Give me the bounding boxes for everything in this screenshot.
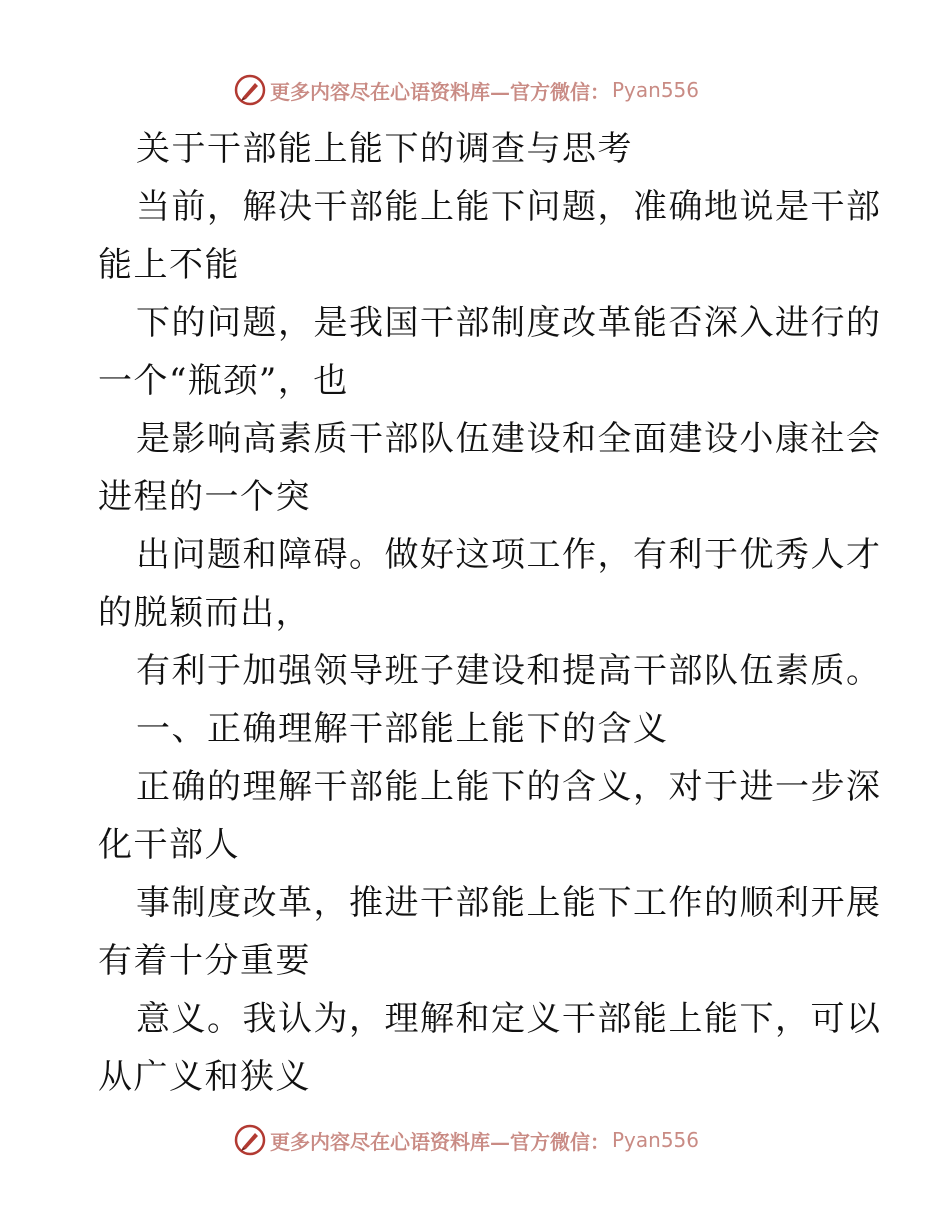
watermark-text: 更多内容尽在心语资料库—官方微信：	[270, 79, 610, 104]
text-line: 意义。我认为，理解和定义干部能上能下，可以	[136, 999, 882, 1039]
text-line: 正确的理解干部能上能下的含义，对于进一步深	[136, 767, 882, 807]
text-line: 有着十分重要	[98, 941, 311, 981]
text-line: 化干部人	[98, 825, 240, 865]
text-line: 从广义和狭义	[98, 1057, 311, 1097]
section-heading: 一、正确理解干部能上能下的含义	[136, 709, 669, 749]
pen-logo-icon	[234, 74, 266, 106]
text-line: 有利于加强领导班子建设和提高干部队伍素质。	[136, 651, 882, 691]
text-line: 进程的一个突	[98, 477, 311, 517]
watermark-text: 更多内容尽在心语资料库—官方微信：	[270, 1129, 610, 1154]
text-line: 下的问题，是我国干部制度改革能否深入进行的	[136, 303, 882, 343]
document-body	[98, 120, 882, 1106]
watermark-id: Pyan556	[612, 78, 700, 102]
text-line: 事制度改革，推进干部能上能下工作的顺利开展	[136, 883, 882, 923]
pen-logo-icon	[234, 1124, 266, 1156]
text-line: 的脱颖而出，	[98, 593, 311, 633]
text-line: 是影响高素质干部队伍建设和全面建设小康社会	[136, 419, 882, 459]
watermark-banner-top	[234, 72, 714, 108]
watermark-id: Pyan556	[612, 1128, 700, 1152]
text-line: 出问题和障碍。做好这项工作，有利于优秀人才	[136, 535, 882, 575]
watermark-banner-bottom	[234, 1122, 714, 1158]
document-title: 关于干部能上能下的调查与思考	[136, 129, 633, 169]
text-line: 一个“瓶颈”，也	[98, 361, 349, 401]
text-line: 能上不能	[98, 245, 240, 285]
text-line: 当前，解决干部能上能下问题，准确地说是干部	[136, 187, 882, 227]
